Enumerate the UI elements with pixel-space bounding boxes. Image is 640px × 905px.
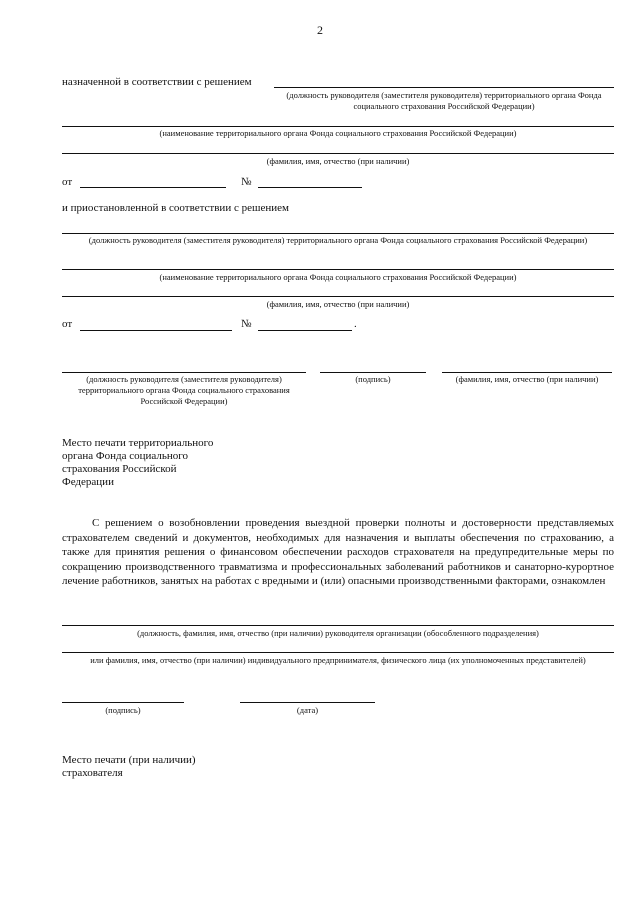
signer-position-line[interactable] (62, 372, 306, 373)
number-line[interactable] (258, 187, 362, 188)
territorial-body-caption: (наименование территориального органа Фонда социального страхования Российской Федерации) (159, 128, 517, 138)
date-line-2[interactable] (80, 330, 232, 331)
entrepreneur-caption: или фамилия, имя, отчество (при наличии) индивидуального предпринимателя, физического лица (их уполномоченных представителей) (90, 655, 586, 665)
fio-line-2[interactable] (62, 296, 614, 297)
number-line-2[interactable] (258, 330, 352, 331)
stamp-place-fss: Место печати территориального органа Фонда социального страхования Российской Федерации (62, 437, 214, 488)
signer-fio-caption: (фамилия, имя, отчество (при наличии) (455, 374, 599, 384)
entrepreneur-line[interactable] (62, 652, 614, 653)
territorial-body-line-2[interactable] (62, 269, 614, 270)
from-label-2: от (62, 318, 73, 330)
ack-sign-line[interactable] (62, 702, 184, 703)
acknowledgement-text: С решением о возобновлении проведения выездной проверки полноты и достоверности представляемых страхователем сведений и документов, необходимых для назначения и выплаты обеспечения по страхованию, а также для принятия решения о финансовом обеспечении расходов страхователя на предупредительные меры по сокращению производственного травматизма и профессиональных заболеваний работников и санаторно-курортное лечение работников, занятых на работах с вредными и (или) опасными производственными факторами, ознакомлен (62, 517, 614, 587)
head-position-caption-2: (должность руководителя (заместителя руководителя) территориального органа Фонда социального страхования Российской Федерации) (88, 235, 588, 245)
acknowledgement-paragraph (62, 516, 614, 589)
territorial-body-line[interactable] (62, 126, 614, 127)
appointed-lead-text: назначенной в соответствии с решением (62, 76, 252, 88)
number-label-2: № (241, 318, 252, 330)
page-number: 2 (317, 23, 323, 37)
head-position-caption: (должность руководителя (заместителя руководителя) территориального органа Фонда социального страхования Российской Федерации) (286, 90, 602, 111)
territorial-body-caption-2: (наименование территориального органа Фонда социального страхования Российской Федерации) (159, 272, 517, 282)
org-head-caption: (должность, фамилия, имя, отчество (при наличии) руководителя организации (обособленного подразделения) (137, 628, 539, 638)
org-head-line[interactable] (62, 625, 614, 626)
head-position-line[interactable] (274, 87, 614, 88)
number-label: № (241, 176, 252, 188)
end-dot: . (354, 318, 357, 330)
fio-caption-2: (фамилия, имя, отчество (при наличии) (266, 299, 410, 309)
from-label: от (62, 176, 73, 188)
stamp-place-insurer: Место печати (при наличии) страхователя (62, 754, 196, 779)
signer-sign-caption: (подпись) (355, 374, 391, 384)
suspended-lead-text: и приостановленной в соответствии с решением (62, 202, 289, 214)
fio-caption: (фамилия, имя, отчество (при наличии) (266, 156, 410, 166)
signer-fio-line[interactable] (442, 372, 612, 373)
date-line[interactable] (80, 187, 226, 188)
signer-position-caption: (должность руководителя (заместителя руководителя) территориального органа Фонда социального страхования Российской Федерации) (78, 374, 290, 406)
ack-date-caption: (дата) (296, 705, 319, 715)
ack-sign-caption: (подпись) (105, 705, 141, 715)
signer-sign-line[interactable] (320, 372, 426, 373)
head-position-line-2[interactable] (62, 233, 614, 234)
ack-date-line[interactable] (240, 702, 375, 703)
fio-line[interactable] (62, 153, 614, 154)
